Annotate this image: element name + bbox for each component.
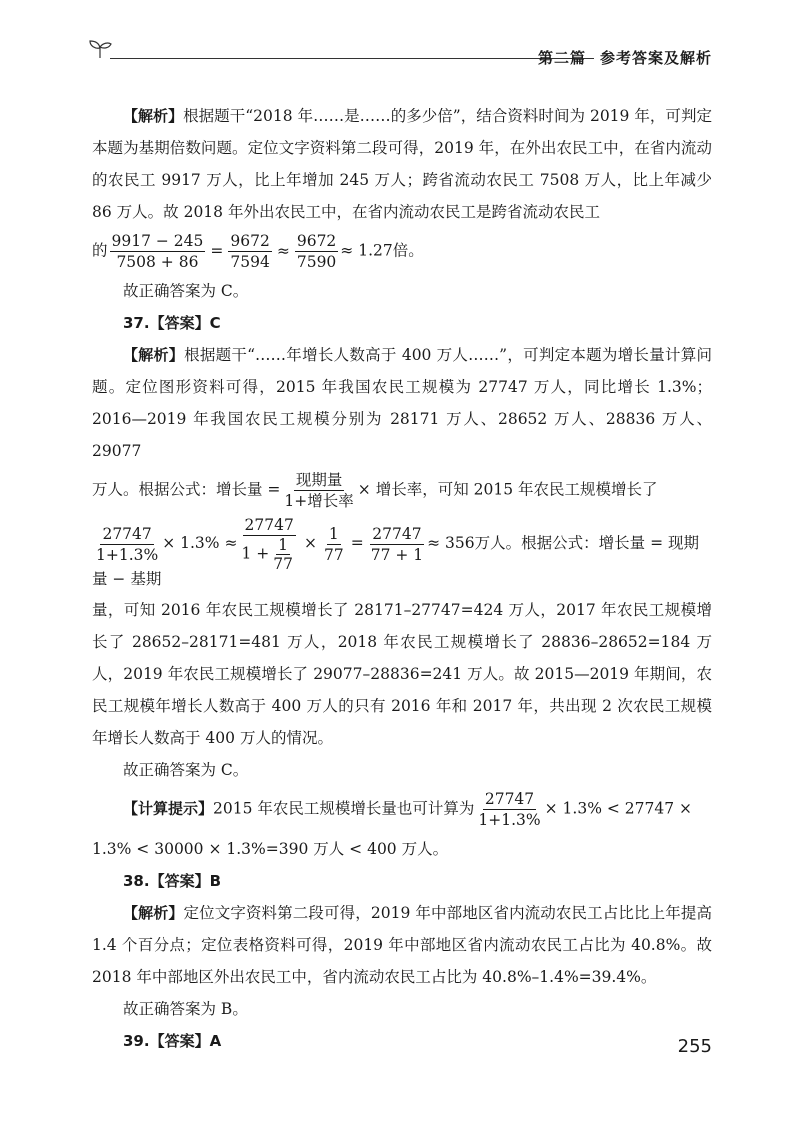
sprout-icon — [88, 38, 112, 60]
q37-analysis: 【解析】根据题干“……年增长人数高于 400 万人……”，可判定本题为增长量计算问题。定位图形资料可得，2015 年我国农民工规模为 27747 万人，同比增长 1.3%；2016—2019 年我国农民工规模分别为 28171 万人、28652 万人、28836 万人、29077 — [92, 346, 712, 460]
q37-fraction-2: 27747 1 + $\frac{1}{77}$ — [241, 516, 294, 573]
q36-fraction-2: $\frac{9672}{7594}$ — [230, 232, 270, 271]
q37-formula-fraction: $\frac{\text{现期量}}{\text{1+增长率}}$ — [284, 471, 354, 510]
q36-fraction-1: $\frac{9917 - 245}{7508 + 86}$ — [111, 232, 204, 271]
q37-nested-fraction: $\frac{1}{77}$ — [273, 536, 293, 573]
q36-calculation: 的 $\frac{9917 - 245}{7508 + 86}$ = $\frac{9672}{7594}$ ≈ $\frac{9672}{7590}$ ≈ 1.27倍。 — [92, 232, 424, 271]
q38-conclusion: 故正确答案为 B。 — [123, 999, 248, 1018]
q36-analysis-text: 根据题干“2018 年……是……的多少倍”，结合资料时间为 2019 年，可判定本题为基期倍数问题。定位文字资料第二段可得，2019 年，在外出农民工中，在省内流动的农民工 9917 万人，比上年增加 245 万人；跨省流动农民工 7508 万人，比上年减少 86 万人。故 2018 年外出农民工中，在省内流动农民工是跨省流动农民工 — [92, 107, 712, 221]
q37-formula-line: 万人。根据公式：增长量 = $\frac{\text{现期量}}{\text{1+增长率}}$ × 增长率，可知 2015 年农民工规模增长了 — [92, 471, 658, 510]
header-rule — [110, 58, 594, 59]
q37-fraction-4: $\frac{27747}{77 + 1}$ — [370, 524, 424, 564]
q37-analysis-continued: 量，可知 2016 年农民工规模增长了 28171–27747=424 万人，2017 年农民工规模增长了 28652–28171=481 万人，2018 年农民工规模增长了 28836–28652=184 万人，2019 年农民工规模增长了 29077–28836=241 万人。故 2015—2019 年期间，农民工规模年增长人数高于 400 万人的只有 2016 年和 2017 年，共出现 2 次农民工规模年增长人数高于 400 万人的情况。 — [92, 600, 712, 747]
q36-conclusion: 故正确答案为 C。 — [123, 282, 249, 300]
q37-hint-fraction: $\frac{27747}{1+1.3\%}$ — [478, 789, 541, 829]
q37-fraction-3: $\frac{1}{77}$ — [323, 524, 344, 564]
q36-analysis-tag: 【解析】 — [123, 107, 184, 125]
q36-math-prefix: 的 — [92, 241, 108, 260]
q37-analysis-tag: 【解析】 — [123, 346, 185, 364]
q36-fraction-3: $\frac{9672}{7590}$ — [296, 232, 337, 271]
q37-fraction-1: $\frac{27747}{1+1.3\%}$ — [96, 524, 159, 564]
page-header — [88, 36, 712, 76]
header-section: 参考答案及解析 — [599, 49, 712, 67]
q38-analysis: 【解析】定位文字资料第二段可得，2019 年中部地区省内流动农民工占比比上年提高 1.4 个百分点；定位表格资料可得，2019 年中部地区省内流动农民工占比为 40.8%。故 2018 年中部地区外出农民工中，省内流动农民工占比为 40.8%–1.4%=39.4%。 — [92, 903, 712, 986]
header-title — [538, 47, 712, 68]
q39-answer: 39.【答案】A — [123, 1031, 222, 1050]
q37-conclusion: 故正确答案为 C。 — [123, 760, 249, 779]
page-number: 255 — [677, 1036, 712, 1057]
q37-calculation-hint-continued: 1.3% < 30000 × 1.3%=390 万人 < 400 万人。 — [92, 839, 449, 858]
q36-result: ≈ 1.27倍。 — [340, 241, 424, 260]
page-body — [92, 100, 712, 1057]
q36-analysis — [92, 100, 712, 228]
q37-calculation: $\frac{27747}{1+1.3\%}$ × 1.3% ≈ 27747 1 + $\frac{1}{77}$ × $\frac{1}{77}$ = $\frac{27747}{77 + 1}$ ≈ 356万人。根据公式：增长量 = 现期量 − 基期 — [92, 516, 699, 588]
q38-answer: 38.【答案】B — [123, 871, 222, 890]
q38-analysis-tag: 【解析】 — [123, 903, 184, 922]
header-part: 第二篇 — [537, 49, 586, 67]
q37-calculation-hint: 【计算提示】2015 年农民工规模增长量也可计算为 $\frac{27747}{1+1.3\%}$ × 1.3% < 27747 × — [123, 789, 692, 829]
q37-answer: 37.【答案】C — [123, 314, 221, 332]
